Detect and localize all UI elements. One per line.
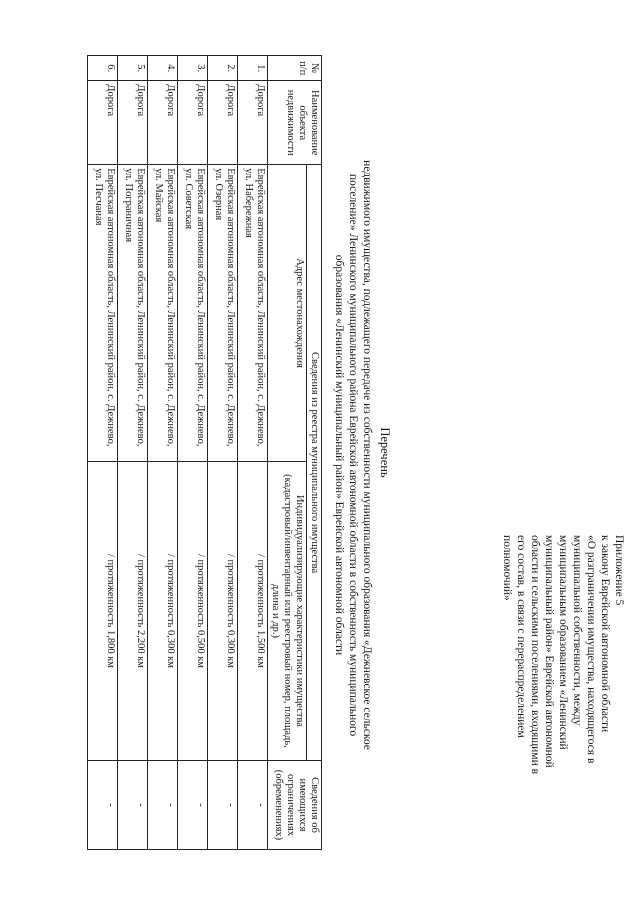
subtitle-line: образования «Ленинский муниципальный район» Еврейской автономной области [333, 254, 345, 656]
row-address: Еврейская автономная область, Ленинский район, с. Дежнево, ул. Пограничная [118, 165, 148, 462]
row-num: 4. [148, 56, 178, 81]
table-row [88, 56, 118, 850]
row-num: 1. [238, 56, 268, 81]
table-row [178, 56, 208, 850]
row-num: 3. [178, 56, 208, 81]
row-num: 6. [88, 56, 118, 81]
table-subheader-row [268, 56, 307, 850]
row-name: Дорога [148, 81, 178, 165]
appendix-block [500, 535, 626, 880]
row-characteristics: / протяженность 0,300 км [148, 461, 178, 760]
header-registry-group: Сведения из реестра муниципального имущества [307, 165, 322, 761]
row-encumbrances: - [148, 760, 178, 849]
header-address: Адрес местонахождения [268, 165, 307, 462]
row-characteristics: / протяженность 1,800 км [88, 461, 118, 760]
row-characteristics: / протяженность 0,300 км [208, 461, 238, 760]
subtitle-line: недвижимого имущества, подлежащего передаче из собственности муниципального образования «Дежневское сельское [361, 160, 373, 750]
row-num: 2. [208, 56, 238, 81]
table-row [148, 56, 178, 850]
subtitle-line: поселение» Ленинского муниципального района Еврейской автономной области в собственность муниципального [347, 173, 359, 737]
row-encumbrances: - [118, 760, 148, 849]
row-name: Дорога [88, 81, 118, 165]
row-encumbrances: - [178, 760, 208, 849]
header-name: Наименование объекта недвижимости [268, 81, 322, 165]
header-num: № п/п [268, 56, 322, 81]
row-address: Еврейская автономная область, Ленинский район, с. Дежнево, ул. Песчаная [88, 165, 118, 462]
header-characteristics: Индивидуализирующие характеристики имущества (кадастровый/инвентарный или реестровый номер, площадь, длина и др.) [268, 461, 307, 760]
row-address: Еврейская автономная область, Ленинский район, с. Дежнево, ул. Озерная [208, 165, 238, 462]
row-name: Дорога [238, 81, 268, 165]
row-address: Еврейская автономная область, Ленинский район, с. Дежнево, ул. Советская [178, 165, 208, 462]
appendix-line: к закону Еврейской автономной области [599, 535, 611, 733]
row-encumbrances: - [208, 760, 238, 849]
table-row [208, 56, 238, 850]
appendix-line: муниципальной собственности, между [571, 535, 583, 726]
row-encumbrances: - [88, 760, 118, 849]
appendix-line: его состав, в связи с перераспределением [515, 535, 527, 738]
property-table [87, 55, 322, 850]
table-header-row [307, 56, 322, 850]
table-row [118, 56, 148, 850]
document-subtitle [332, 60, 374, 850]
row-name: Дорога [118, 81, 148, 165]
table-row [238, 56, 268, 850]
appendix-line: «О разграничении имущества, находящегося в [585, 535, 597, 764]
row-address: Еврейская автономная область, Ленинский район, с. Дежнево, ул. Майская [148, 165, 178, 462]
header-encumbrances: Сведения об имеющихся ограничениях (обременениях) [268, 760, 322, 849]
row-encumbrances: - [238, 760, 268, 849]
appendix-line: муниципальный район» Еврейской автономной [543, 535, 555, 768]
appendix-line: муниципальным образованием «Ленинский [557, 535, 569, 750]
row-name: Дорога [178, 81, 208, 165]
appendix-line: Приложение 5 [613, 535, 625, 606]
document-title: Перечень [378, 427, 392, 478]
row-address: Еврейская автономная область, Ленинский район, с. Дежнево, ул. Набережная [238, 165, 268, 462]
row-characteristics: / протяженность 1,500 км [238, 461, 268, 760]
row-num: 5. [118, 56, 148, 81]
row-name: Дорога [208, 81, 238, 165]
row-characteristics: / протяженность 0,500 км [178, 461, 208, 760]
row-characteristics: / протяженность 2,200 км [118, 461, 148, 760]
appendix-line: области и сельскими поселениями, входящими в [529, 535, 541, 775]
appendix-line: полномочий» [501, 535, 513, 601]
